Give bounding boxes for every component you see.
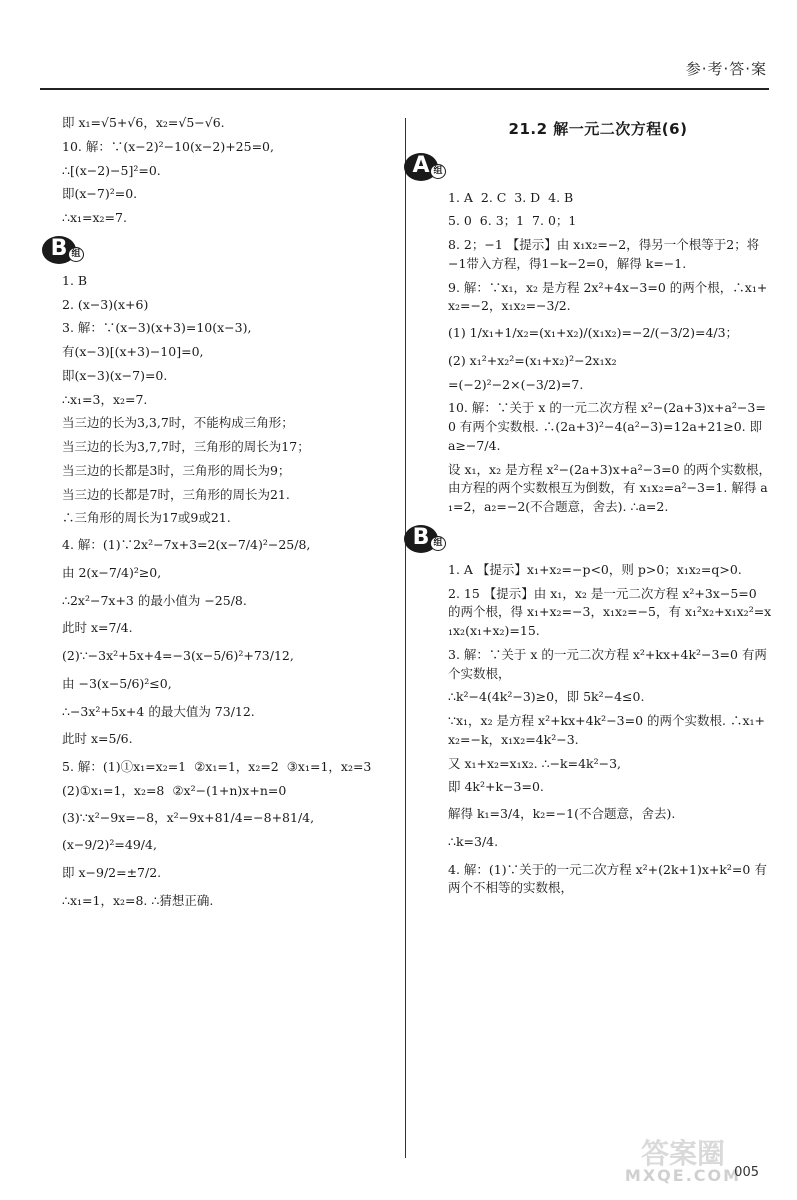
section-title: 21.2 解一元二次方程(6) xyxy=(508,120,688,138)
answer-line: 2. 15 【提示】由 x₁，x₂ 是一元二次方程 x²+3x−5=0 的两个根，得 x₁+x₂=−3，x₁x₂=−5，有 x₁²x₂+x₁x₂²=x₁x₂(x₁+x₂)=15. xyxy=(448,585,772,638)
answer-line: 4. 解：(1)∵关于的一元二次方程 x²+(2k+1)x+k²=0 有两个不相等的实数根， xyxy=(448,861,767,896)
group-b-badge xyxy=(404,525,450,553)
answer-line: 5. 0 6. 3；1 7. 0；1 xyxy=(448,213,577,229)
answer-line: 3. 解：∵关于 x 的一元二次方程 x²+kx+4k²−3=0 有两个实数根， xyxy=(448,646,767,681)
answer-line: 10. 解：∵关于 x 的一元二次方程 x²−(2a+3)x+a²−3=0 有两个实数根. ∴(2a+3)²−4(a²−3)=12a+21≥0. 即 a≥−7/4. xyxy=(448,400,767,453)
answer-line: (2) x₁²+x₂²=(x₁+x₂)²−2x₁x₂ xyxy=(448,352,617,368)
answer-line: 由 2(x−7/4)²≥0, xyxy=(62,564,162,580)
watermark-logo xyxy=(623,1132,743,1192)
answer-line: ∴k²−4(4k²−3)≥0，即 5k²−4≤0. xyxy=(448,689,645,705)
answer-line: 解得 k₁=3/4，k₂=−1(不合题意，舍去). xyxy=(448,806,676,821)
answer-line: 此时 x=5/6. xyxy=(62,731,133,747)
answer-line: 当三边的长都是3时，三角形的周长为9； xyxy=(62,462,291,478)
answer-line: (x−9/2)²=49/4, xyxy=(62,837,157,853)
answer-line: 1. A 【提示】x₁+x₂=−p<0，则 p>0；x₁x₂=q>0. xyxy=(448,561,742,577)
answer-line: 5. 解：(1)①x₁=x₂=1 ②x₁=1，x₂=2 ③x₁=1，x₂=3 xyxy=(62,759,372,774)
answer-line: 此时 x=7/4. xyxy=(62,620,133,636)
answer-line: (2)∵−3x²+5x+4=−3(x−5/6)²+73/12, xyxy=(62,648,294,663)
group-b-badge xyxy=(42,236,88,264)
answer-line: 3. 解：∵(x−3)(x+3)=10(x−3), xyxy=(62,320,252,336)
answer-line: 由 −3(x−5/6)²≤0, xyxy=(62,675,172,691)
right-column xyxy=(412,114,772,903)
answer-line: 即 x−9/2=±7/2. xyxy=(62,865,162,880)
answer-line: (3)∵x²−9x=−8，x²−9x+81/4=−8+81/4, xyxy=(62,809,315,825)
answer-line: ∴2x²−7x+3 的最小值为 −25/8. xyxy=(62,592,247,608)
group-a-badge xyxy=(404,153,450,181)
answer-line: 4. 解：(1)∵2x²−7x+3=2(x−7/4)²−25/8, xyxy=(62,537,311,552)
badge-letter: B xyxy=(50,235,68,261)
answer-line: ∴k=3/4. xyxy=(448,833,499,849)
answer-line: 10. 解：∵(x−2)²−10(x−2)+25=0, xyxy=(62,138,274,154)
page-number: 005 xyxy=(734,1165,759,1180)
answer-line: =(−2)²−2×(−3/2)=7. xyxy=(448,376,584,392)
answer-line: 即 x₁=√5+√6，x₂=√5−√6. xyxy=(62,115,225,130)
answer-line: 9. 解：∵x₁，x₂ 是方程 2x²+4x−3=0 的两个根，∴x₁+x₂=−2，x₁x₂=−3/2. xyxy=(448,279,768,314)
answer-line: ∵x₁，x₂ 是方程 x²+kx+4k²−3=0 的两个实数根. ∴x₁+x₂=−k，x₁x₂=4k²−3. xyxy=(448,713,765,747)
answer-line: 2. (x−3)(x+6) xyxy=(62,296,149,312)
answer-line: (1) 1/x₁+1/x₂=(x₁+x₂)/(x₁x₂)=−2/(−3/2)=4/3； xyxy=(448,325,739,340)
answer-line: 1. A 2. C 3. D 4. B xyxy=(448,189,574,205)
header-rule xyxy=(40,88,769,90)
badge-tag: 组 xyxy=(430,164,446,179)
answer-line: ∴x₁=3，x₂=7. xyxy=(62,391,148,407)
answer-line: 当三边的长为3,7,7时，三角形的周长为17； xyxy=(62,439,310,454)
answer-line: ∴x₁=x₂=7. xyxy=(62,210,127,225)
answer-line: 即 4k²+k−3=0. xyxy=(448,779,544,795)
watermark-title: 答案圈 xyxy=(640,1137,725,1170)
answer-line: 设 x₁，x₂ 是方程 x²−(2a+3)x+a²−3=0 的两个实数根，由方程的两个实数根互为倒数，有 x₁x₂=a²−3=1. 解得 a₁=2，a₂=−2(不合题意，舍去). ∴a=2. xyxy=(448,461,771,514)
answer-line: 1. B xyxy=(62,272,88,288)
answer-line: 即(x−3)(x−7)=0. xyxy=(62,367,168,383)
answer-line: ∴三角形的周长为17或9或21. xyxy=(62,510,231,526)
column-divider xyxy=(405,118,406,1158)
answer-line: ∴x₁=1，x₂=8. ∴猜想正确. xyxy=(62,892,214,908)
answer-line: ∴[(x−2)−5]²=0. xyxy=(62,162,161,178)
answer-line: 当三边的长为3,3,7时，不能构成三角形； xyxy=(62,415,294,431)
page-header: 参·考·答·案 xyxy=(685,60,767,78)
watermark-url: MXQE.COM xyxy=(624,1166,742,1185)
answer-line: 即(x−7)²=0. xyxy=(62,186,138,202)
badge-letter: B xyxy=(412,524,430,550)
answer-line: ∴−3x²+5x+4 的最大值为 73/12. xyxy=(62,703,255,719)
answer-line: 当三边的长都是7时，三角形的周长为21. xyxy=(62,486,290,502)
answer-line: 有(x−3)[(x+3)−10]=0, xyxy=(62,344,204,359)
answer-line: 又 x₁+x₂=x₁x₂. ∴−k=4k²−3, xyxy=(448,755,622,771)
badge-tag: 组 xyxy=(430,536,446,551)
badge-letter: A xyxy=(412,152,430,178)
badge-tag: 组 xyxy=(68,247,84,262)
answer-line: (2)①x₁=1，x₂=8 ②x²−(1+n)x+n=0 xyxy=(62,782,287,798)
left-column xyxy=(50,114,392,916)
answer-line: 8. 2；−1 【提示】由 x₁x₂=−2，得另一个根等于2；将−1带入方程，得1−k−2=0，解得 k=−1. xyxy=(448,237,760,271)
